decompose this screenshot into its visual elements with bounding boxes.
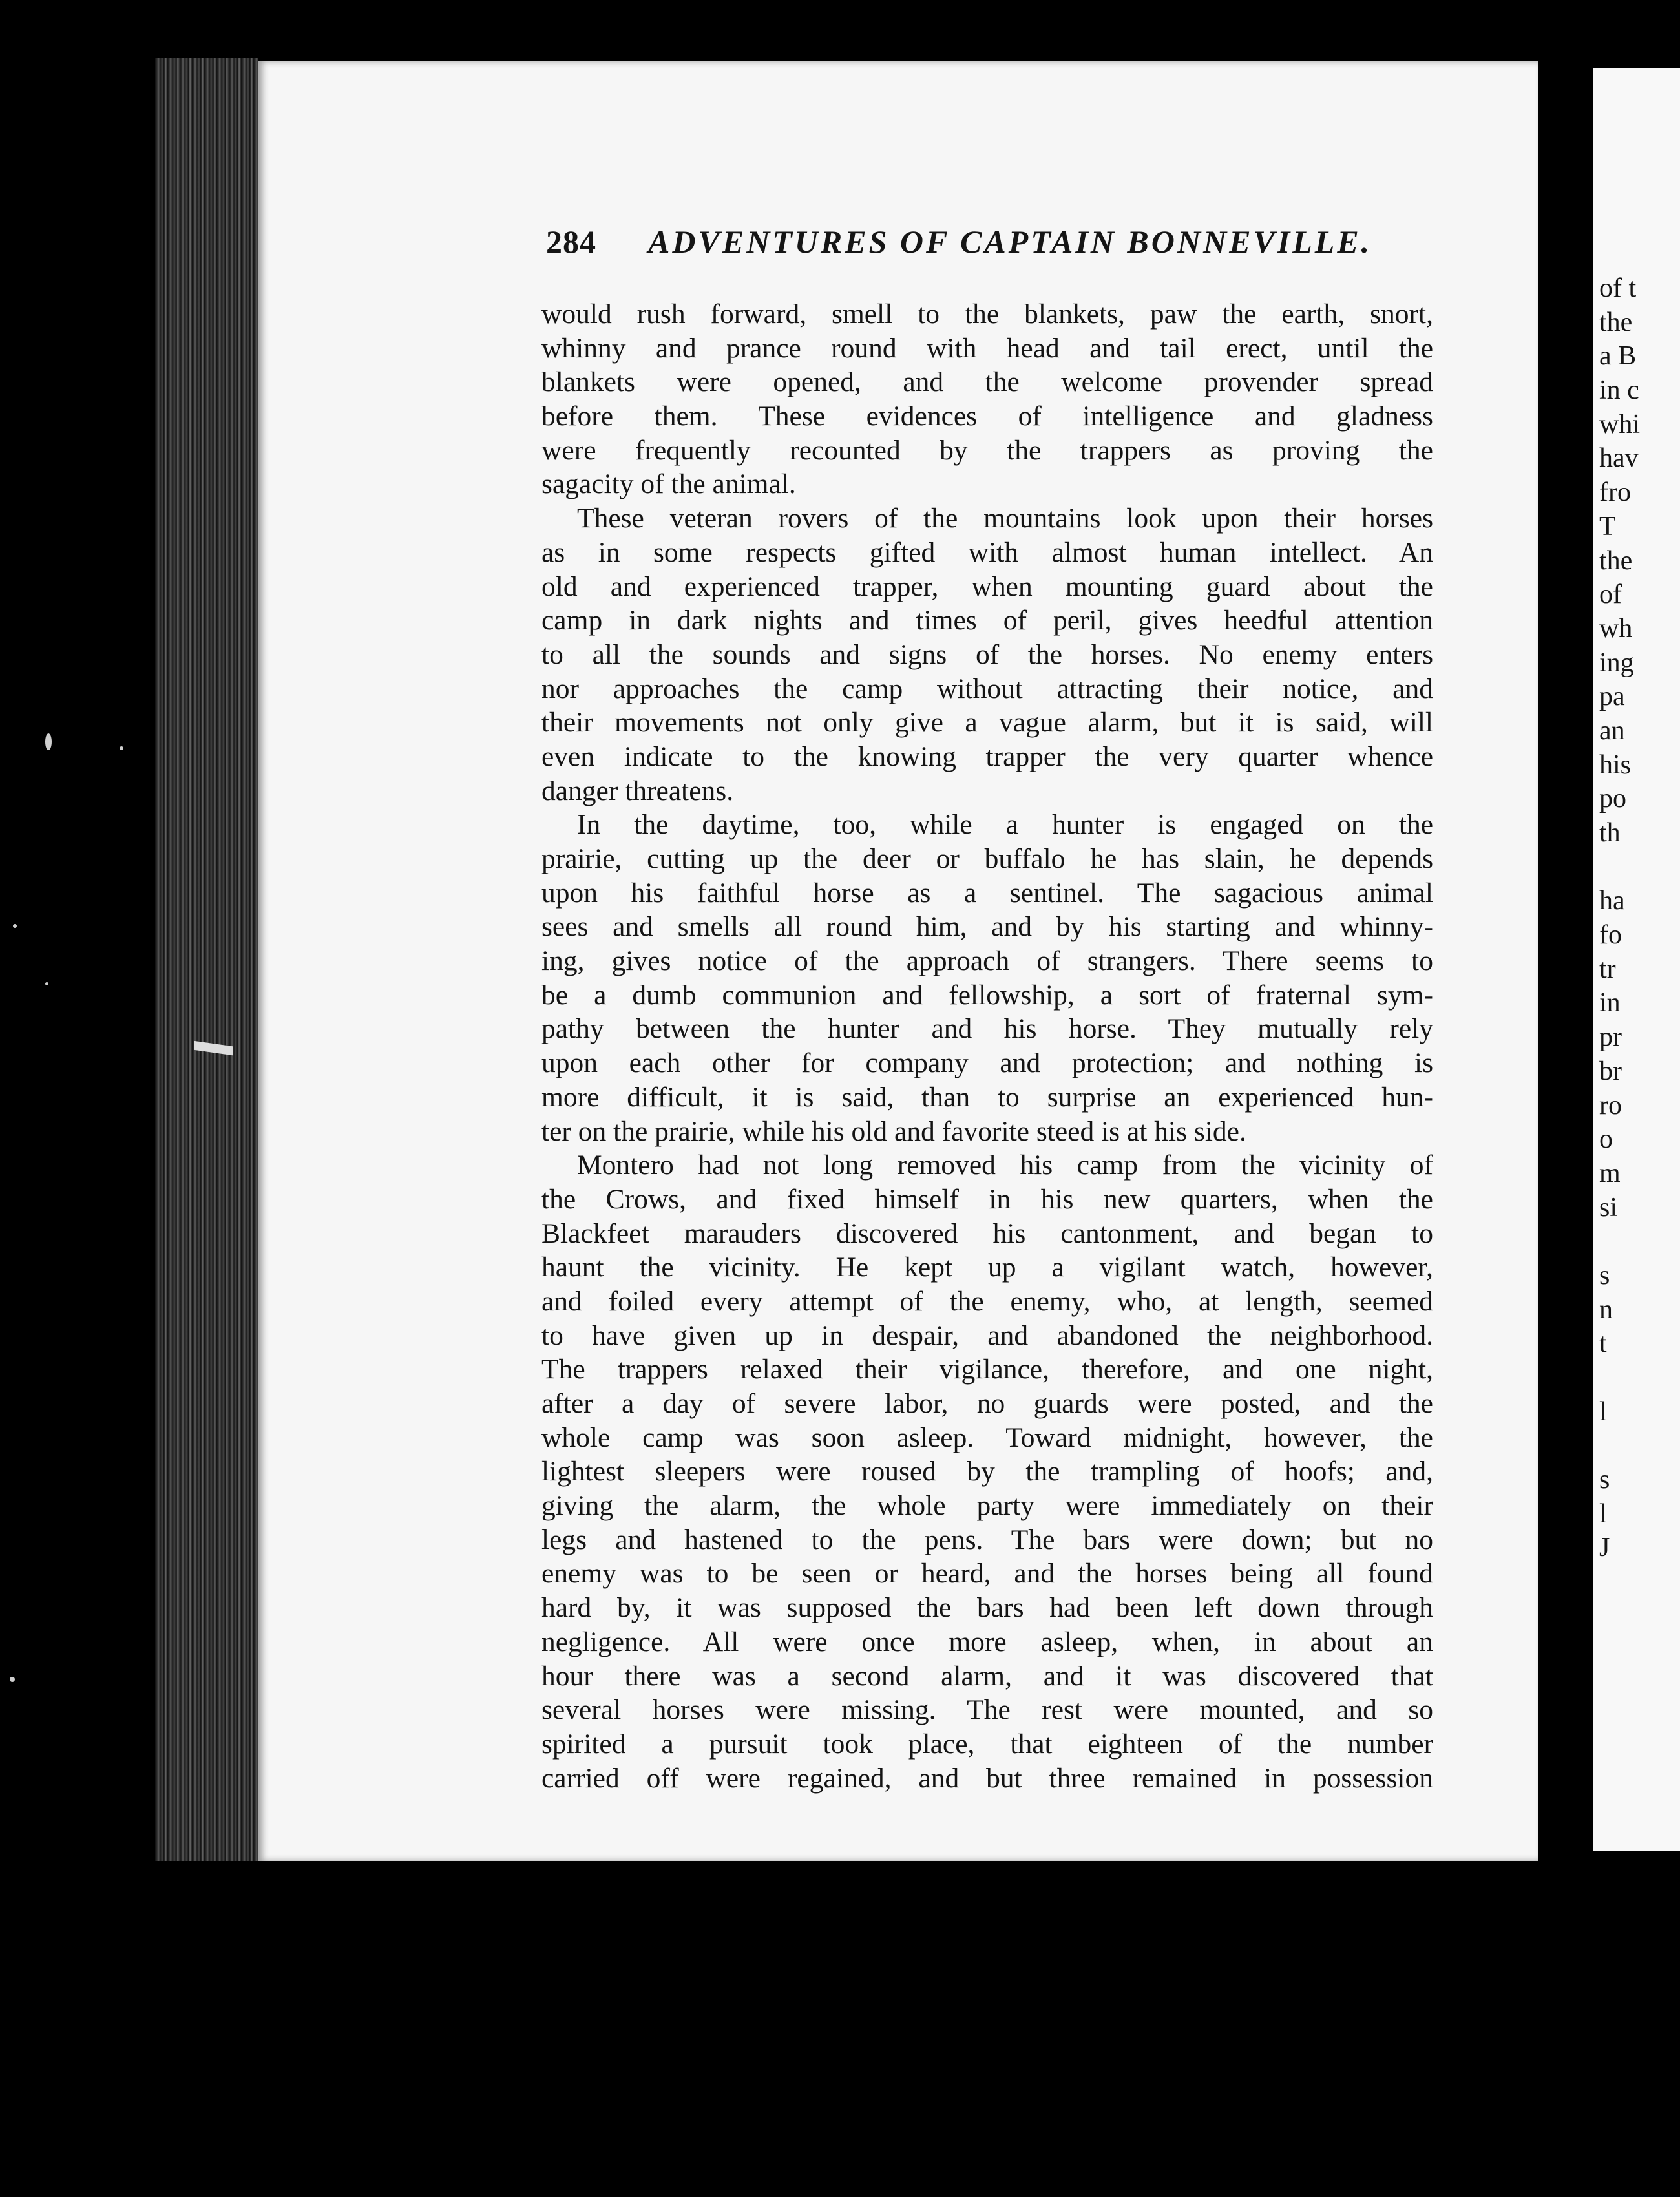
facing-text-fragment: in [1599, 988, 1621, 1018]
text-line: as in some respects gifted with almost human intellect. An [541, 536, 1433, 568]
text-line: legs and hastened to the pens. The bars were down; but no [541, 1524, 1433, 1555]
facing-text-fragment: l [1599, 1498, 1607, 1529]
text-line: ing, gives notice of the approach of strangers. There seems to [541, 945, 1433, 977]
facing-text-fragment: the [1599, 307, 1633, 337]
text-line: old and experienced trapper, when mounting guard about the [541, 571, 1433, 602]
book-gutter [1538, 61, 1593, 1864]
text-line: and foiled every attempt of the enemy, who, at length, seemed [541, 1285, 1433, 1317]
scan-speck [13, 924, 17, 928]
page-body-text [541, 297, 1433, 1795]
facing-text-fragment [1599, 850, 1640, 885]
text-line: whole camp was soon asleep. Toward midnight, however, the [541, 1422, 1433, 1453]
text-line: camp in dark nights and times of peril, gives heedful attention [541, 605, 1433, 636]
text-line: upon each other for company and protection; and nothing is [541, 1047, 1433, 1079]
facing-text-fragment [1599, 1429, 1640, 1463]
book-page-edges [155, 58, 258, 1861]
text-line: even indicate to the knowing trapper the very quarter whence [541, 741, 1433, 772]
text-line: pathy between the hunter and his horse. They mutually rely [541, 1013, 1433, 1045]
text-line: carried off were regained, and but three remained in possession [541, 1762, 1433, 1794]
facing-text-fragment: of [1599, 580, 1622, 610]
text-line: Montero had not long removed his camp from the vicinity of [577, 1150, 1433, 1181]
text-line: upon his faithful horse as a sentinel. The sagacious animal [541, 877, 1433, 909]
text-line: Blackfeet marauders discovered his cantonment, and began to [541, 1217, 1433, 1249]
text-line: lightest sleepers were roused by the trampling of hoofs; and, [541, 1456, 1433, 1487]
text-line: In the daytime, too, while a hunter is engaged on the [577, 809, 1433, 841]
text-line: be a dumb communion and fellowship, a sort of fraternal sym- [541, 979, 1433, 1011]
text-line: hard by, it was supposed the bars had been left down through [541, 1592, 1433, 1624]
facing-text-fragment: l [1599, 1396, 1607, 1427]
facing-text-fragment: si [1599, 1192, 1618, 1223]
scan-speck [45, 733, 52, 750]
text-line: to have given up in despair, and abandoned the neighborhood. [541, 1319, 1433, 1351]
facing-text-fragment: t [1599, 1329, 1607, 1359]
text-line: after a day of severe labor, no guards were posted, and the [541, 1388, 1433, 1419]
text-line: prairie, cutting up the deer or buffalo he has slain, he depends [541, 843, 1433, 874]
facing-text-fragment: o [1599, 1124, 1613, 1155]
text-line: sagacity of the animal. [541, 468, 796, 500]
text-line: The trappers relaxed their vigilance, therefore, and one night, [541, 1354, 1433, 1385]
text-line: were frequently recounted by the trappers as proving the [541, 434, 1433, 466]
text-line: nor approaches the camp without attracting their notice, and [541, 673, 1433, 704]
facing-text-fragment: wh [1599, 613, 1633, 644]
facing-text-fragment: a B [1599, 341, 1637, 372]
facing-text-fragment: po [1599, 784, 1626, 814]
text-line: to all the sounds and signs of the horses. No enemy enters [541, 638, 1433, 670]
facing-text-fragment: tr [1599, 954, 1616, 984]
text-line: danger threatens. [541, 775, 734, 806]
text-line: several horses were missing. The rest were mounted, and so [541, 1694, 1433, 1726]
facing-text-fragment: fo [1599, 920, 1622, 951]
text-line: sees and smells all round him, and by his starting and whinny- [541, 911, 1433, 943]
facing-text-fragment: J [1599, 1533, 1610, 1563]
running-title: ADVENTURES OF CAPTAIN BONNEVILLE. [648, 224, 1372, 260]
facing-page-text-fragments [1599, 271, 1640, 1565]
facing-text-fragment: the [1599, 545, 1633, 576]
text-line: enemy was to be seen or heard, and the horses being all found [541, 1558, 1433, 1590]
facing-text-fragment: ro [1599, 1090, 1622, 1120]
facing-text-fragment: hav [1599, 443, 1639, 474]
facing-text-fragment: th [1599, 818, 1621, 848]
facing-text-fragment: pr [1599, 1022, 1622, 1053]
text-line: would rush forward, smell to the blankets, paw the earth, snort, [541, 299, 1433, 330]
text-line: hour there was a second alarm, and it was discovered that [541, 1660, 1433, 1692]
text-line: their movements not only give a vague alarm, but it is said, will [541, 707, 1433, 739]
facing-text-fragment: T [1599, 511, 1616, 541]
text-line: spirited a pursuit took place, that eighteen of the number [541, 1728, 1433, 1760]
facing-text-fragment: fro [1599, 478, 1631, 508]
text-line: haunt the vicinity. He kept up a vigilant watch, however, [541, 1252, 1433, 1283]
scan-speck [120, 746, 123, 750]
text-line: the Crows, and fixed himself in his new quarters, when the [541, 1183, 1433, 1215]
scan-speck [45, 982, 48, 985]
scan-speck [10, 1677, 15, 1682]
facing-text-fragment: ha [1599, 886, 1625, 916]
text-line: These veteran rovers of the mountains look upon their horses [577, 503, 1433, 534]
facing-text-fragment: m [1599, 1158, 1621, 1188]
facing-text-fragment [1599, 1361, 1640, 1395]
text-line: whinny and prance round with head and tail erect, until the [541, 332, 1433, 364]
facing-text-fragment [1599, 1225, 1640, 1259]
text-line: negligence. All were once more asleep, when, in about an [541, 1626, 1433, 1657]
facing-text-fragment: whi [1599, 409, 1640, 439]
page-number: 284 [546, 224, 596, 260]
facing-text-fragment: s [1599, 1260, 1610, 1290]
facing-text-fragment: his [1599, 750, 1632, 780]
text-line: before them. These evidences of intelligence and gladness [541, 401, 1433, 432]
facing-text-fragment: br [1599, 1056, 1622, 1086]
text-line: ter on the prairie, while his old and favorite steed is at his side. [541, 1115, 1246, 1147]
text-line: more difficult, it is said, than to surprise an experienced hun- [541, 1081, 1433, 1113]
facing-text-fragment: ing [1599, 647, 1634, 678]
facing-text-fragment: an [1599, 715, 1625, 746]
facing-text-fragment: in c [1599, 375, 1639, 406]
facing-text-fragment: s [1599, 1465, 1610, 1495]
facing-text-fragment: n [1599, 1294, 1613, 1325]
text-line: blankets were opened, and the welcome provender spread [541, 366, 1433, 398]
facing-text-fragment: of t [1599, 273, 1637, 303]
running-head [546, 223, 1373, 268]
text-line: giving the alarm, the whole party were immediately on their [541, 1490, 1433, 1522]
facing-text-fragment: pa [1599, 682, 1625, 712]
